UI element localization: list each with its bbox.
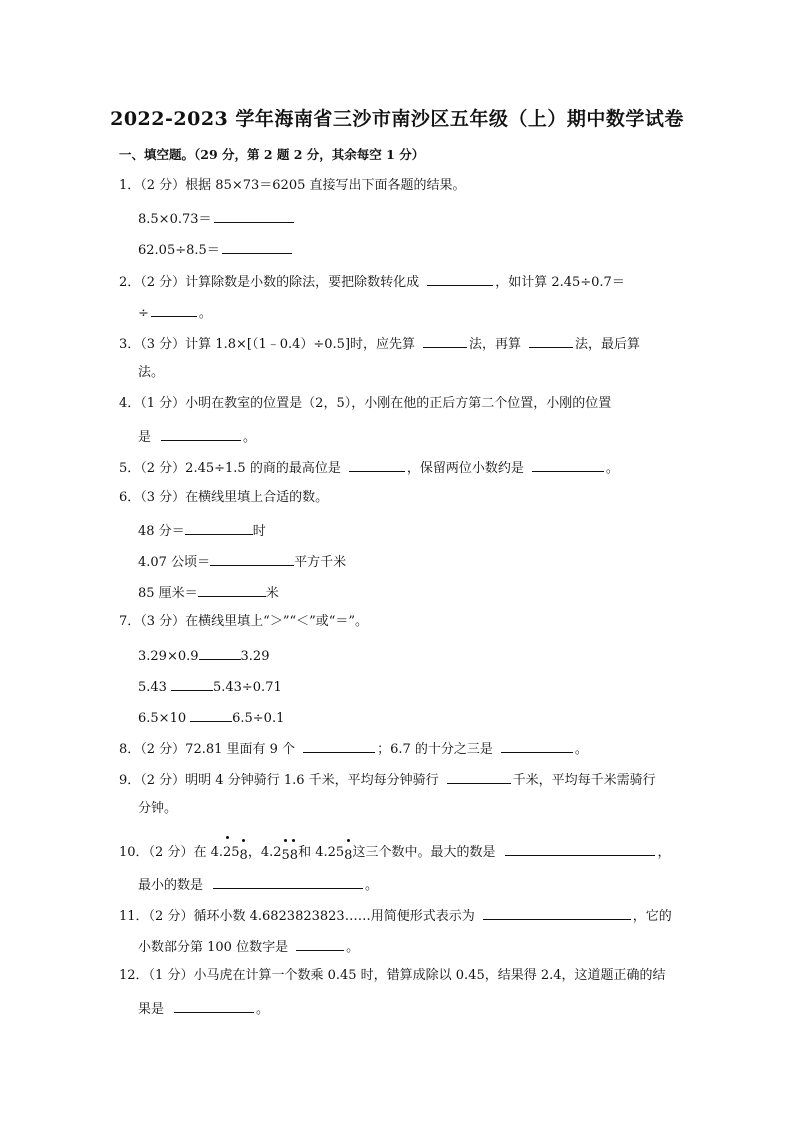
- answer-blank[interactable]: [185, 521, 253, 535]
- repeating-digit: 8: [290, 848, 298, 864]
- repeating-digit: 5: [282, 848, 290, 864]
- question-9-line-2: 分钟。: [138, 801, 178, 816]
- question-7-part-b: 5.43 5.43÷0.71: [138, 677, 282, 696]
- question-11-line-2: 小数部分第 100 位数字是 。: [138, 937, 359, 956]
- answer-blank[interactable]: [161, 427, 241, 441]
- answer-blank[interactable]: [423, 334, 467, 348]
- question-1-part-b: 62.05÷8.5＝: [138, 240, 294, 259]
- question-4-line-2: 是 。: [138, 427, 256, 446]
- answer-blank[interactable]: [222, 240, 292, 254]
- repeating-digit: 8: [240, 848, 248, 864]
- answer-blank[interactable]: [501, 739, 573, 753]
- question-1-part-a: 8.5×0.73＝: [138, 209, 296, 228]
- answer-blank[interactable]: [303, 739, 375, 753]
- answer-blank[interactable]: [210, 552, 294, 566]
- question-10-line-2: 最小的数是 。: [138, 875, 378, 894]
- question-8: 8．（2 分）72.81 里面有 9 个 ；6.7 的十分之三是 。: [119, 739, 588, 758]
- question-6: 6．（3 分）在横线里填上合适的数。: [119, 490, 329, 505]
- question-12-line-2: 果是 。: [138, 999, 269, 1018]
- question-2-line-2: ÷ 。: [138, 303, 212, 322]
- question-9: 9．（2 分）明明 4 分钟骑行 1.6 千米，平均每分钟骑行 千米，平均每千米需骑行: [119, 770, 656, 789]
- question-7-part-c: 6.5×10 6.5÷0.1: [138, 708, 284, 727]
- repeat-dot: [226, 836, 229, 839]
- question-7: 7．（3 分）在横线里填上“＞”“＜”或“＝”。: [119, 614, 369, 629]
- question-6-part-a: 48 分＝ 时: [138, 521, 266, 540]
- question-3-line-2: 法。: [138, 365, 165, 380]
- repeat-dot: [292, 839, 295, 842]
- answer-blank[interactable]: [529, 334, 573, 348]
- question-4: 4．（1 分）小明在教室的位置是（2，5），小刚在他的正后方第二个位置，小刚的位置: [119, 396, 612, 411]
- answer-blank[interactable]: [427, 272, 493, 286]
- answer-blank[interactable]: [198, 583, 266, 597]
- question-5: 5．（2 分）2.45÷1.5 的商的最高位是 ，保留两位小数约是 。: [119, 458, 619, 477]
- repeating-digit: 8: [344, 848, 352, 864]
- answer-blank[interactable]: [296, 937, 344, 951]
- answer-blank[interactable]: [213, 875, 363, 889]
- answer-blank[interactable]: [447, 770, 511, 784]
- answer-blank[interactable]: [349, 458, 405, 472]
- answer-blank[interactable]: [174, 999, 254, 1013]
- repeat-dot: [284, 839, 287, 842]
- repeating-digit: 2: [223, 845, 231, 861]
- question-3: 3．（3 分）计算 1.8×[（1﹣0.4）÷0.5]时，应先算 法，再算 法，最后算: [119, 334, 640, 353]
- answer-blank[interactable]: [151, 303, 197, 317]
- answer-blank[interactable]: [199, 646, 241, 660]
- repeat-dot: [242, 839, 245, 842]
- answer-blank[interactable]: [190, 708, 232, 722]
- question-11: 11．（2 分）循环小数 4.6823823823……用简便形式表示为 ，它的: [119, 906, 672, 925]
- answer-blank[interactable]: [171, 677, 213, 691]
- question-7-part-a: 3.29×0.9 3.29: [138, 646, 269, 665]
- answer-blank[interactable]: [214, 209, 294, 223]
- question-2: 2．（2 分）计算除数是小数的除法，要把除数转化成 ，如计算 2.45÷0.7＝: [119, 272, 625, 291]
- question-12: 12．（1 分）小马虎在计算一个数乘 0.45 时，错算成除以 0.45，结果得 2.4，这道题正确的结: [119, 968, 666, 983]
- answer-blank[interactable]: [532, 458, 604, 472]
- question-6-part-b: 4.07 公顷＝ 平方千米: [138, 552, 346, 571]
- page-title: 2022-2023 学年海南省三沙市南沙区五年级（上）期中数学试卷: [110, 108, 684, 130]
- question-1: 1．（2 分）根据 85×73＝6205 直接写出下面各题的结果。: [119, 178, 466, 193]
- section-heading: 一、填空题。（29 分，第 2 题 2 分，其余每空 1 分）: [119, 147, 425, 162]
- answer-blank[interactable]: [505, 842, 655, 856]
- answer-blank[interactable]: [483, 906, 631, 920]
- question-6-part-c: 85 厘米＝ 米: [138, 583, 279, 602]
- question-10: 10．（2 分）在 4. 25 8，4.2 5 8和 4.25 8这三个数中。最大的数是 ，: [119, 842, 670, 861]
- repeat-dot: [347, 839, 350, 842]
